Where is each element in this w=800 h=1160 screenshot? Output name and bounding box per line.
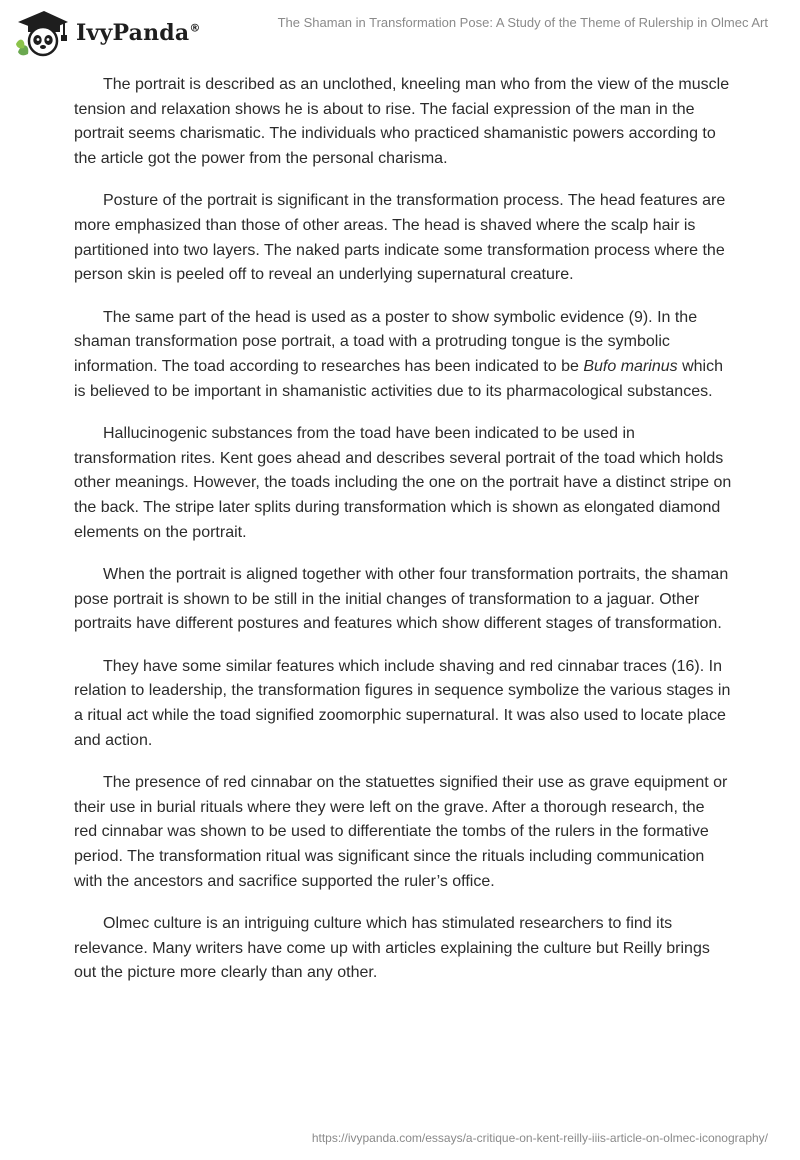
paragraph-text: The same part of the head is used as a poster to show symbolic evidence (9). In the shaman transformation pose portrait, a toad with a protruding tongue is the symbolic information. The toad according to researches has been indicated to be [74,308,698,375]
paragraph: Posture of the portrait is significant in the transformation process. The head features are more emphasized than those of other areas. The head is shaved where the scalp hair is partitioned into two layers. The naked parts indicate some transformation process where the person skin is peeled off to reveal an underlying supernatural creature. [74,192,726,284]
logo-wordmark [76,20,201,46]
paragraph: The portrait is described as an unclothed, kneeling man who from the view of the muscle tension and relaxation shows he is about to rise. The facial expression of the man in the portrait seems charismatic. The individuals who practiced shamanistic powers according to the article got the power from the personal charisma. [74,76,730,167]
paragraph: Hallucinogenic substances from the toad have been indicated to be used in transformation rites. Kent goes ahead and describes several portrait of the toad which holds other meanings. However, the toads including the one on the portrait have a distinct stripe on the back. The stripe later splits during transformation which is shown as elongated diamond elements on the portrait. [74,425,732,541]
registered-mark: ® [189,21,201,35]
logo-name: IvyPanda [76,20,190,46]
paragraph: Olmec culture is an intriguing culture which has stimulated researchers to find its relevance. Many writers have come up with articles explaining the culture but Reilly brings out the picture more clearly than any other. [74,915,710,982]
essay-body [74,73,732,1004]
site-logo[interactable] [14,8,201,58]
paragraph: They have some similar features which include shaving and red cinnabar traces (16). In relation to leadership, the transformation figures in sequence symbolize the various stages in a ritual act while the toad signified zoomorphic supernatural. It was also used to locate place and action. [74,657,731,749]
panda-graduate-icon [14,8,70,58]
paragraph: The presence of red cinnabar on the statuettes signified their use as grave equipment or their use in burial rituals where they were left on the grave. After a thorough research, the red cinnabar was shown to be used to differentiate the tombs of the rulers in the formative period. The transformation ritual was significant since the rituals including communication with the ancestors and sacrifice supported the ruler’s office. [74,774,728,890]
paragraph-text: which is believed to be important in shamanistic activities due to its pharmacological substances. [74,357,723,400]
paragraph: When the portrait is aligned together with other four transformation portraits, the shaman pose portrait is shown to be still in the initial changes of transformation to a jaguar. Other portraits have different postures and features which show different stages of transformation. [74,566,729,633]
document-title: The Shaman in Transformation Pose: A Study of the Theme of Rulership in Olmec Art [277,15,768,30]
source-url[interactable]: https://ivypanda.com/essays/a-critique-on-kent-reilly-iiis-article-on-olmec-iconography/ [311,1131,768,1145]
species-name: Bufo marinus [583,357,678,375]
paragraph [74,306,732,404]
